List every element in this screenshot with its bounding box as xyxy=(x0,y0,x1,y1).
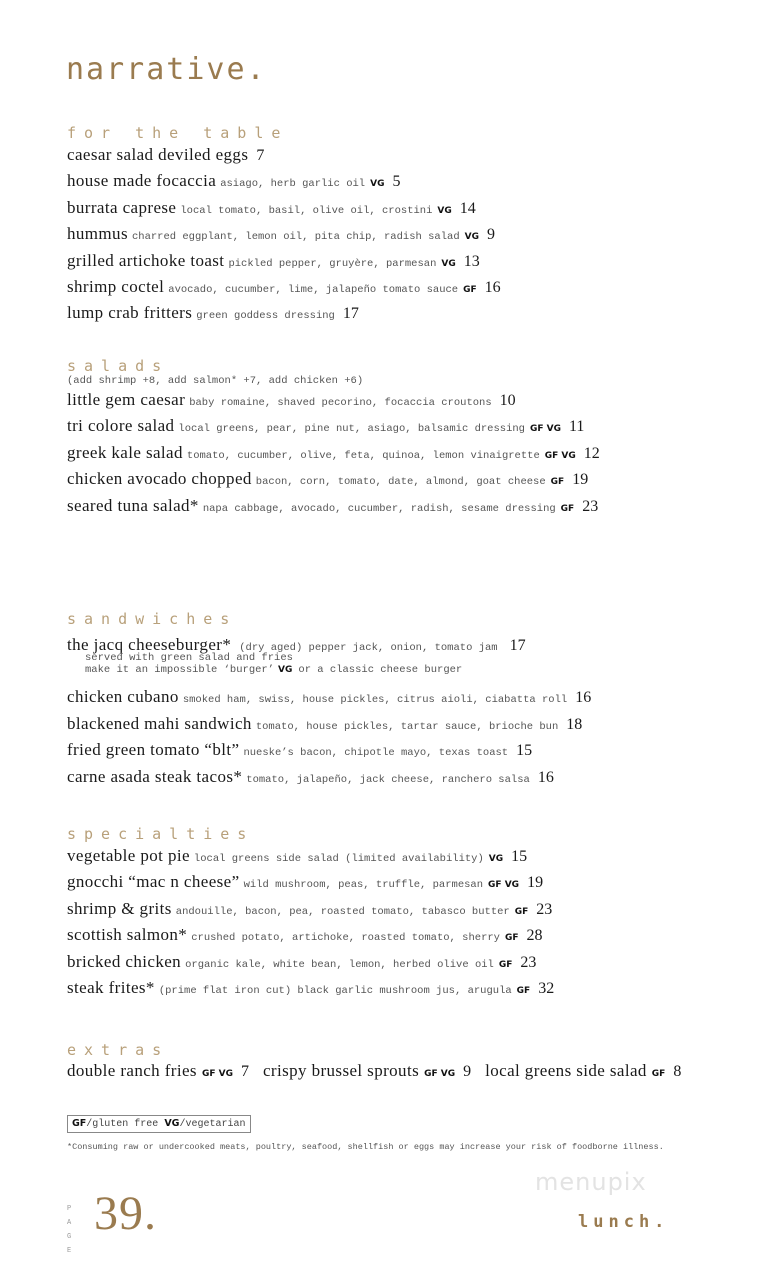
page-label-char: A xyxy=(67,1219,72,1227)
menu-item xyxy=(67,711,591,737)
menu-item xyxy=(67,684,591,710)
item-name: seared tuna salad* xyxy=(67,495,199,515)
burger-sides-note: served with green salad and fries xyxy=(85,652,293,665)
menu-item xyxy=(67,387,600,413)
menu-list xyxy=(67,387,600,519)
item-description: organic kale, white bean, lemon, herbed olive oil xyxy=(185,958,494,971)
item-name: steak frites* xyxy=(67,977,155,997)
extras-list xyxy=(67,1059,695,1086)
item-price: 14 xyxy=(459,199,476,217)
item-description: local greens, pear, pine nut, asiago, balsamic dressing xyxy=(178,423,525,436)
item-description: (dry aged) pepper jack, onion, tomato jam xyxy=(239,642,498,654)
dietary-tag: VG xyxy=(441,258,456,269)
burger-options-note xyxy=(67,664,591,676)
burger-option-impossible: make it an impossible ‘burger’ xyxy=(85,664,275,677)
item-name: carne asada steak tacos* xyxy=(67,766,243,786)
item-price: 13 xyxy=(463,252,480,270)
item-description: tomato, cucumber, olive, feta, quinoa, lemon vinaigrette xyxy=(186,449,540,462)
dietary-legend xyxy=(67,1115,251,1133)
extra-item xyxy=(67,1059,249,1086)
section-salads xyxy=(67,357,600,519)
item-name: local greens side salad xyxy=(485,1061,647,1080)
dietary-tag: GF xyxy=(514,906,529,917)
item-name: the jacq cheeseburger* xyxy=(67,635,232,654)
item-name: tri colore salad xyxy=(67,416,175,436)
dietary-tag: GF VG xyxy=(424,1069,456,1079)
item-name: house made focaccia xyxy=(67,171,217,191)
item-price: 16 xyxy=(484,278,501,296)
item-description: bacon, corn, tomato, date, almond, goat cheese xyxy=(255,476,546,489)
item-price: 17 xyxy=(509,637,526,654)
item-name: vegetable pot pie xyxy=(67,846,190,865)
item-name: grilled artichoke toast xyxy=(67,250,225,270)
section-title: sandwiches xyxy=(67,610,238,628)
item-description: tomato, jalapeño, jack cheese, ranchero salsa xyxy=(246,773,530,786)
item-name: blackened mahi sandwich xyxy=(67,713,252,733)
menu-list xyxy=(67,843,554,1001)
item-name: greek kale salad xyxy=(67,442,183,462)
extra-item xyxy=(263,1059,471,1086)
item-price: 12 xyxy=(583,444,600,462)
legend-vg-tag: VG xyxy=(164,1118,180,1129)
menu-item xyxy=(67,843,554,869)
section-title: extras xyxy=(67,1041,170,1059)
legend-vg-text: /vegetarian xyxy=(179,1119,246,1130)
dietary-tag: GF xyxy=(498,959,513,970)
item-price: 23 xyxy=(520,953,537,971)
section-for-the-table xyxy=(67,124,501,327)
menu-item xyxy=(67,195,501,221)
item-price: 19 xyxy=(527,874,544,892)
item-price: 16 xyxy=(537,768,554,786)
page-number: 39. xyxy=(94,1187,157,1240)
menu-list xyxy=(67,684,591,790)
item-price: 11 xyxy=(569,418,585,436)
menu-item xyxy=(67,248,501,274)
item-price: 17 xyxy=(342,305,359,323)
page-label-char: E xyxy=(67,1247,72,1255)
item-description: napa cabbage, avocado, cucumber, radish, sesame dressing xyxy=(202,502,556,515)
item-description: asiago, herb garlic oil xyxy=(220,178,366,191)
section-sandwiches xyxy=(67,610,591,790)
brand-logo: narrative. xyxy=(66,52,267,87)
item-name: caesar salad deviled eggs xyxy=(67,145,249,164)
menu-list xyxy=(67,142,501,327)
section-extras xyxy=(67,1041,695,1086)
item-name: crispy brussel sprouts xyxy=(262,1061,420,1080)
meal-label: lunch. xyxy=(578,1212,670,1232)
menu-item xyxy=(67,168,501,194)
item-description: nueske’s bacon, chipotle mayo, texas toast xyxy=(243,747,509,760)
item-price: 7 xyxy=(240,1063,249,1080)
menu-item xyxy=(67,142,501,168)
menu-item xyxy=(67,413,600,439)
item-description: charred eggplant, lemon oil, pita chip, radish salad xyxy=(131,231,460,244)
menu-item xyxy=(67,922,554,948)
item-description: local tomato, basil, olive oil, crostini xyxy=(180,204,433,217)
dietary-tag: VG xyxy=(488,854,504,864)
dietary-tag: VG xyxy=(464,232,479,243)
item-description: wild mushroom, peas, truffle, parmesan xyxy=(243,879,484,892)
item-description: baby romaine, shaved pecorino, focaccia croutons xyxy=(189,397,492,409)
item-price: 28 xyxy=(526,927,543,945)
item-name: burrata caprese xyxy=(67,197,177,217)
section-title: salads xyxy=(67,357,170,375)
dietary-tag: GF xyxy=(560,503,575,514)
item-description: pickled pepper, gruyère, parmesan xyxy=(228,257,437,270)
menu-item xyxy=(67,896,554,922)
extra-item xyxy=(485,1059,681,1086)
item-name: chicken avocado chopped xyxy=(67,469,252,489)
item-description: avocado, cucumber, lime, jalapeño tomato sauce xyxy=(168,283,459,296)
menu-item xyxy=(67,493,600,519)
menu-item xyxy=(67,221,501,247)
item-description: local greens side salad (limited availability) xyxy=(193,853,484,865)
item-description: green goddess dressing xyxy=(196,310,335,323)
legend-gf-tag: GF xyxy=(72,1118,87,1129)
menu-item xyxy=(67,949,554,975)
dietary-tag: GF VG xyxy=(488,880,520,891)
dietary-tag: GF VG xyxy=(529,424,562,435)
item-price: 9 xyxy=(486,226,495,244)
menu-item xyxy=(67,440,600,466)
menu-item xyxy=(67,466,600,492)
item-name: gnocchi “mac n cheese” xyxy=(67,872,240,892)
watermark: menupix xyxy=(535,1168,647,1196)
dietary-tag: VG xyxy=(370,179,385,190)
menu-item xyxy=(67,737,591,763)
item-price: 18 xyxy=(566,715,583,733)
dietary-tag: GF VG xyxy=(201,1069,233,1079)
item-description: andouille, bacon, pea, roasted tomato, tabasco butter xyxy=(175,905,510,918)
item-name: little gem caesar xyxy=(67,390,186,409)
burger-option-classic: or a classic cheese burger xyxy=(298,664,463,677)
dietary-tag: GF xyxy=(463,284,477,295)
item-name: shrimp & grits xyxy=(67,898,172,918)
item-name: shrimp coctel xyxy=(67,276,165,296)
vegetarian-tag: VG xyxy=(278,665,293,676)
item-description: tomato, house pickles, tartar sauce, brioche bun xyxy=(255,720,559,733)
section-specialties xyxy=(67,825,554,1001)
dietary-tag: GF xyxy=(651,1069,666,1079)
item-price: 8 xyxy=(673,1063,682,1080)
item-price: 15 xyxy=(516,742,533,760)
menu-item xyxy=(67,300,501,326)
section-note: (add shrimp +8, add salmon* +7, add chicken +6) xyxy=(67,375,364,387)
item-name: scottish salmon* xyxy=(67,925,188,945)
item-description: crushed potato, artichoke, roasted tomato, sherry xyxy=(191,932,500,945)
menu-item xyxy=(67,274,501,300)
menu-item xyxy=(67,764,591,790)
item-price: 10 xyxy=(499,392,516,409)
item-price: 5 xyxy=(392,173,401,191)
health-disclaimer: *Consuming raw or undercooked meats, poultry, seafood, shellfish or eggs may increase your risk of foodborne illness. xyxy=(67,1142,664,1152)
item-price: 23 xyxy=(536,900,553,918)
item-price: 23 xyxy=(582,497,599,515)
menu-item xyxy=(67,975,554,1001)
dietary-tag: GF xyxy=(516,985,531,996)
page-label xyxy=(67,1202,77,1258)
dietary-tag: GF xyxy=(550,477,565,488)
menu-item xyxy=(67,869,554,895)
item-price: 32 xyxy=(538,979,555,997)
page-label-char: G xyxy=(67,1233,72,1241)
item-price: 19 xyxy=(572,471,589,489)
section-title: specialties xyxy=(67,825,255,843)
dietary-tag: GF xyxy=(504,933,519,944)
item-name: lump crab fritters xyxy=(67,303,193,323)
item-price: 9 xyxy=(463,1063,472,1080)
item-price: 15 xyxy=(511,848,528,865)
legend-gf-text: /gluten free xyxy=(86,1119,159,1130)
item-name: chicken cubano xyxy=(67,687,179,707)
item-name: bricked chicken xyxy=(67,951,182,971)
dietary-tag: GF VG xyxy=(544,450,576,461)
item-price: 7 xyxy=(256,147,265,164)
item-name: hummus xyxy=(67,224,128,244)
dietary-tag: VG xyxy=(437,205,452,216)
page-label-char: P xyxy=(67,1205,72,1213)
item-name: double ranch fries xyxy=(67,1061,197,1080)
item-description: (prime flat iron cut) black garlic mushroom jus, arugula xyxy=(158,984,512,997)
section-title: for the table xyxy=(67,124,289,142)
item-description: smoked ham, swiss, house pickles, citrus aioli, ciabatta roll xyxy=(182,694,568,707)
item-price: 16 xyxy=(575,689,592,707)
item-name: fried green tomato “blt” xyxy=(67,740,240,760)
